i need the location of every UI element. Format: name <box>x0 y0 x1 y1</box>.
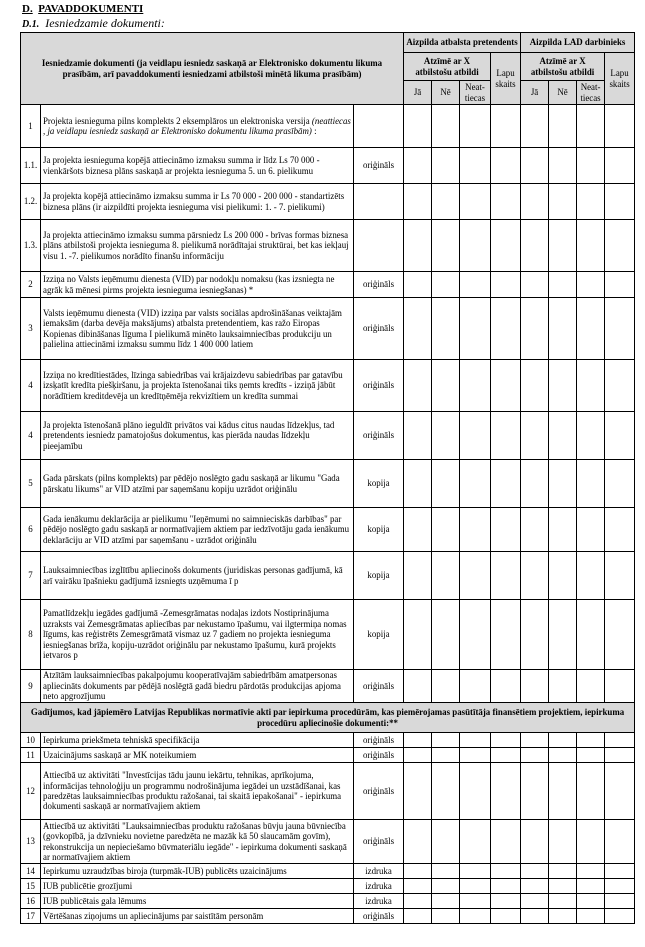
answer-cell[interactable] <box>549 864 577 879</box>
answer-cell[interactable] <box>491 879 521 894</box>
row-text: Izziņa no Valsts ieņēmumu dienesta (VID) par nodokļu nomaksu (kas izsniegta ne agrāk kā mēnesi pirms projekta iesnieguma iesniegšanas) * <box>43 274 335 295</box>
row-description <box>41 552 354 600</box>
answer-cell[interactable] <box>432 460 460 508</box>
answer-cell[interactable] <box>521 748 549 763</box>
answer-cell[interactable] <box>404 298 432 360</box>
answer-cell[interactable] <box>491 508 521 552</box>
row-number: 11 <box>21 748 41 763</box>
row-text: IUB publicētais gala lēmums <box>43 895 147 906</box>
row-tail: : <box>311 126 317 136</box>
row-text: Gada pārskats (pilns komplekts) par pēdējo noslēgto gadu saskaņā ar likumu "Gada pārskatu likums" ar VID atzīmi par saņemšanu kopiju uzrādot oriģinālu <box>43 473 340 494</box>
answer-cell[interactable] <box>460 184 491 220</box>
answer-cell[interactable] <box>577 508 605 552</box>
answer-cell[interactable] <box>577 298 605 360</box>
answer-cell[interactable] <box>577 748 605 763</box>
answer-cell[interactable] <box>432 670 460 703</box>
answer-cell[interactable] <box>460 820 491 864</box>
answer-cell[interactable] <box>549 460 577 508</box>
row-description <box>41 894 354 909</box>
answer-cell[interactable] <box>432 733 460 748</box>
answer-cell[interactable] <box>577 864 605 879</box>
header-lad: Aizpilda LAD darbinieks <box>521 33 635 53</box>
answer-cell[interactable] <box>404 748 432 763</box>
row-text: Valsts ieņēmumu dienesta (VID) izziņa par valsts sociālas apdrošināšanas veiktajām iemaksām (darba devēja maksājums) atbalsta pretendentiem, kas ražo Eiropas Kopienas dibināšanas līguma I pielikumā minēto lauksaimniecības produkciju un palielina attiecināmi izmaksu summu līdz 1 400 000 latiem <box>43 307 342 349</box>
answer-cell[interactable] <box>432 105 460 148</box>
document-type: oriģināls <box>354 820 404 864</box>
answer-cell[interactable] <box>605 552 635 600</box>
header-no: Nē <box>432 81 460 105</box>
table-row <box>21 148 635 184</box>
answer-cell[interactable] <box>404 412 432 460</box>
answer-cell[interactable] <box>605 298 635 360</box>
answer-cell[interactable] <box>404 360 432 412</box>
table-row <box>21 894 635 909</box>
answer-cell[interactable] <box>549 148 577 184</box>
document-type: izdruka <box>354 894 404 909</box>
answer-cell[interactable] <box>491 460 521 508</box>
header-row-1 <box>21 33 635 53</box>
answer-cell[interactable] <box>605 508 635 552</box>
answer-cell[interactable] <box>577 412 605 460</box>
table-row <box>21 552 635 600</box>
answer-cell[interactable] <box>577 894 605 909</box>
row-description <box>41 360 354 412</box>
answer-cell[interactable] <box>577 460 605 508</box>
row-text: Projekta iesnieguma pilns komplekts 2 eksemplāros un elektroniska versija <box>43 115 310 126</box>
subsection-heading <box>22 16 165 31</box>
answer-cell[interactable] <box>521 600 549 670</box>
row-description <box>41 733 354 748</box>
header-pages-applicant: Lapu skaits <box>491 53 521 105</box>
row-number: 1 <box>21 105 41 148</box>
answer-cell[interactable] <box>460 298 491 360</box>
row-text: Attiecībā uz aktivitāti "Lauksaimniecības produktu ražošanas būvju jauna būvniecība (govkopībā, ja dzīvnieku novietne paredzēta ne mazāk kā 50 slaucamām govīm), rekonstrukcija un nepieciešamo būvmateriālu iegāde" - iepirkuma dokumenti saskaņā ar normatīvajiem aktiem <box>43 820 347 862</box>
answer-cell[interactable] <box>521 460 549 508</box>
answer-cell[interactable] <box>521 670 549 703</box>
answer-cell[interactable] <box>460 105 491 148</box>
document-type: oriģināls <box>354 412 404 460</box>
answer-cell[interactable] <box>577 184 605 220</box>
answer-cell[interactable] <box>549 879 577 894</box>
row-text: Atzītām lauksaimniecības pakalpojumu kooperatīvajām sabiedrībām amatpersonas apliecināts dokuments par pēdējā noslēgtā gadā biedru pārdotās produkcijas apjoma neto apgrozījumu <box>43 670 341 702</box>
answer-cell[interactable] <box>432 879 460 894</box>
answer-cell[interactable] <box>460 220 491 272</box>
answer-cell[interactable] <box>605 272 635 298</box>
table-row <box>21 184 635 220</box>
answer-cell[interactable] <box>577 733 605 748</box>
answer-cell[interactable] <box>577 763 605 820</box>
answer-cell[interactable] <box>460 552 491 600</box>
row-number: 17 <box>21 909 41 924</box>
table-row <box>21 460 635 508</box>
answer-cell[interactable] <box>521 184 549 220</box>
row-description <box>41 600 354 670</box>
answer-cell[interactable] <box>460 879 491 894</box>
row-number: 6 <box>21 508 41 552</box>
answer-cell[interactable] <box>404 460 432 508</box>
document-type: oriģināls <box>354 909 404 924</box>
row-number: 12 <box>21 763 41 820</box>
answer-cell[interactable] <box>491 184 521 220</box>
answer-cell[interactable] <box>549 412 577 460</box>
answer-cell[interactable] <box>577 600 605 670</box>
row-description <box>41 220 354 272</box>
row-number: 3 <box>21 298 41 360</box>
answer-cell[interactable] <box>549 220 577 272</box>
document-type: izdruka <box>354 864 404 879</box>
table-row <box>21 508 635 552</box>
table-row <box>21 220 635 272</box>
answer-cell[interactable] <box>460 748 491 763</box>
row-text: Pamatlīdzekļu iegādes gadījumā -Zemesgrāmatas nodaļas izdots Nostiprinājuma uzraksts vai Zemesgrāmatas apliecības par nekustamo īpašumu, vai ilgtermiņa nomas līgums, kas reģistrēts Zemesgrāmatā vismaz uz 7 gadiem no projekta iesnieguma iesniegšanas brīža, kopiju-uzrādot oriģinālu par nekustamo īpašumu, kurā projekts ietvaros p <box>43 608 347 661</box>
row-number: 8 <box>21 600 41 670</box>
answer-cell[interactable] <box>460 460 491 508</box>
answer-cell[interactable] <box>577 105 605 148</box>
header-mark-applicant: Atzīmē ar X atbilstošu atbildi <box>404 53 491 81</box>
row-description <box>41 508 354 552</box>
header-mark-lad: Atzīmē ar X atbilstošu atbildi <box>521 53 605 81</box>
row-description <box>41 748 354 763</box>
answer-cell[interactable] <box>577 148 605 184</box>
answer-cell[interactable] <box>577 909 605 924</box>
answer-cell[interactable] <box>577 220 605 272</box>
answer-cell[interactable] <box>521 763 549 820</box>
answer-cell[interactable] <box>404 148 432 184</box>
answer-cell[interactable] <box>549 184 577 220</box>
answer-cell[interactable] <box>404 820 432 864</box>
header-yes: Jā <box>404 81 432 105</box>
answer-cell[interactable] <box>549 105 577 148</box>
table-row <box>21 105 635 148</box>
row-text: Iepirkuma priekšmeta tehniskā specifikācija <box>43 734 200 745</box>
answer-cell[interactable] <box>521 220 549 272</box>
row-text: Lauksaimniecības izglītību apliecinošs dokuments (juridiskas personas gadījumā, kā arī vairāku īpašnieku gadījumā izsniegts uzņēmuma ī p <box>43 565 343 586</box>
section-heading <box>22 3 143 15</box>
answer-cell[interactable] <box>404 552 432 600</box>
answer-cell[interactable] <box>521 552 549 600</box>
documents-table <box>20 32 635 924</box>
document-type: oriģināls <box>354 733 404 748</box>
answer-cell[interactable] <box>605 670 635 703</box>
document-type: kopija <box>354 600 404 670</box>
row-text: Gada ienākumu deklarācija ar pielikumu "Ieņēmumi no saimnieciskās darbības" par pēdējo noslēgto gadu saskaņā ar normatīvajiem aktiem par iedzīvotāju gada ienākumu deklarāciju ar VID atzīmi par saņemšanu - uzrādot oriģinālu <box>43 513 350 545</box>
table-row <box>21 412 635 460</box>
document-type: oriģināls <box>354 148 404 184</box>
answer-cell[interactable] <box>491 763 521 820</box>
answer-cell[interactable] <box>605 220 635 272</box>
answer-cell[interactable] <box>521 894 549 909</box>
answer-cell[interactable] <box>404 272 432 298</box>
answer-cell[interactable] <box>521 412 549 460</box>
document-type: oriģināls <box>354 360 404 412</box>
answer-cell[interactable] <box>577 670 605 703</box>
subheading-number: D.1. <box>22 19 40 30</box>
answer-cell[interactable] <box>577 879 605 894</box>
answer-cell[interactable] <box>549 733 577 748</box>
row-number: 2 <box>21 272 41 298</box>
document-type: oriģināls <box>354 748 404 763</box>
answer-cell[interactable] <box>404 733 432 748</box>
answer-cell[interactable] <box>432 148 460 184</box>
row-text: Vērtēšanas ziņojums un apliecinājums par saistītām personām <box>43 910 264 921</box>
answer-cell[interactable] <box>404 600 432 670</box>
answer-cell[interactable] <box>460 360 491 412</box>
answer-cell[interactable] <box>491 864 521 879</box>
answer-cell[interactable] <box>491 298 521 360</box>
answer-cell[interactable] <box>605 460 635 508</box>
answer-cell[interactable] <box>491 148 521 184</box>
answer-cell[interactable] <box>549 600 577 670</box>
answer-cell[interactable] <box>521 508 549 552</box>
row-description <box>41 864 354 879</box>
answer-cell[interactable] <box>549 748 577 763</box>
answer-cell[interactable] <box>577 552 605 600</box>
table-row <box>21 879 635 894</box>
row-number: 14 <box>21 864 41 879</box>
document-type: oriģināls <box>354 272 404 298</box>
answer-cell[interactable] <box>491 360 521 412</box>
answer-cell[interactable] <box>605 909 635 924</box>
document-type: kopija <box>354 508 404 552</box>
answer-cell[interactable] <box>521 864 549 879</box>
answer-cell[interactable] <box>549 909 577 924</box>
header-na: Neat-tiecas <box>577 81 605 105</box>
row-number: 16 <box>21 894 41 909</box>
row-number: 1.3. <box>21 220 41 272</box>
row-description <box>41 148 354 184</box>
answer-cell[interactable] <box>432 360 460 412</box>
answer-cell[interactable] <box>491 820 521 864</box>
answer-cell[interactable] <box>404 763 432 820</box>
answer-cell[interactable] <box>432 763 460 820</box>
answer-cell[interactable] <box>521 879 549 894</box>
header-main: Iesniedzamie dokumenti (ja veidlapu iesniedz saskaņā ar Elektronisko dokumentu likuma prasībām, arī pavaddokumenti iesniedzami atbilstoši minētā likuma prasībām) <box>21 33 404 105</box>
row-text: Ja projekta īstenošanā plāno ieguldīt privātos vai kādus citus naudas līdzekļus, tad pretendents iesniedz pamatojošus dokumentus, kas pierāda naudas līdzekļu pieejamību <box>43 419 335 451</box>
table-row <box>21 748 635 763</box>
row-number: 13 <box>21 820 41 864</box>
answer-cell[interactable] <box>605 148 635 184</box>
answer-cell[interactable] <box>577 820 605 864</box>
answer-cell[interactable] <box>521 733 549 748</box>
answer-cell[interactable] <box>549 894 577 909</box>
answer-cell[interactable] <box>521 360 549 412</box>
row-description <box>41 272 354 298</box>
answer-cell[interactable] <box>460 272 491 298</box>
row-number: 1.2. <box>21 184 41 220</box>
row-number: 4 <box>21 360 41 412</box>
document-type: kopija <box>354 552 404 600</box>
row-number: 1.1. <box>21 148 41 184</box>
row-number: 4 <box>21 412 41 460</box>
section-heading-cell: Gadījumos, kad jāpiemēro Latvijas Republikas normatīvie akti par iepirkuma procedūrām, kas piemērojamas pasūtītāja finansētiem projektiem, iepirkuma procedūru apliecinošie dokumenti:** <box>21 703 635 733</box>
answer-cell[interactable] <box>432 820 460 864</box>
answer-cell[interactable] <box>404 879 432 894</box>
table-row <box>21 360 635 412</box>
answer-cell[interactable] <box>460 909 491 924</box>
answer-cell[interactable] <box>432 894 460 909</box>
header-na: Neat-tiecas <box>460 81 491 105</box>
row-description <box>41 670 354 703</box>
answer-cell[interactable] <box>404 508 432 552</box>
answer-cell[interactable] <box>605 600 635 670</box>
answer-cell[interactable] <box>460 412 491 460</box>
document-type: oriģināls <box>354 763 404 820</box>
row-description <box>41 184 354 220</box>
header-applicant: Aizpilda atbalsta pretendents <box>404 33 521 53</box>
row-number: 15 <box>21 879 41 894</box>
row-text: Iepirkumu uzraudzības biroja (turpmāk-IUB) publicēts uzaicinājums <box>43 865 287 876</box>
answer-cell[interactable] <box>521 820 549 864</box>
answer-cell[interactable] <box>460 670 491 703</box>
answer-cell[interactable] <box>577 360 605 412</box>
answer-cell[interactable] <box>491 909 521 924</box>
answer-cell[interactable] <box>549 670 577 703</box>
answer-cell[interactable] <box>605 360 635 412</box>
answer-cell[interactable] <box>549 360 577 412</box>
answer-cell[interactable] <box>432 272 460 298</box>
header-pages-lad: Lapu skaits <box>605 53 635 105</box>
answer-cell[interactable] <box>521 272 549 298</box>
table-row <box>21 763 635 820</box>
table-row <box>21 670 635 703</box>
answer-cell[interactable] <box>432 184 460 220</box>
answer-cell[interactable] <box>549 508 577 552</box>
row-description <box>41 763 354 820</box>
answer-cell[interactable] <box>404 105 432 148</box>
row-description <box>41 412 354 460</box>
document-type: kopija <box>354 460 404 508</box>
document-type: oriģināls <box>354 298 404 360</box>
heading-letter: D. <box>22 3 33 15</box>
row-description <box>41 820 354 864</box>
answer-cell[interactable] <box>404 909 432 924</box>
answer-cell[interactable] <box>432 552 460 600</box>
table-row <box>21 864 635 879</box>
answer-cell[interactable] <box>549 298 577 360</box>
answer-cell[interactable] <box>491 552 521 600</box>
answer-cell[interactable] <box>549 552 577 600</box>
answer-cell[interactable] <box>605 879 635 894</box>
answer-cell[interactable] <box>491 105 521 148</box>
answer-cell[interactable] <box>605 763 635 820</box>
answer-cell[interactable] <box>432 748 460 763</box>
document-type <box>354 220 404 272</box>
row-text: IUB publicētie grozījumi <box>43 880 133 891</box>
answer-cell[interactable] <box>432 508 460 552</box>
row-note: (neattiecas , ja veidlapu iesniedz saskaņā ar Elektronisko dokumentu likuma prasībām) <box>43 115 351 136</box>
answer-cell[interactable] <box>605 748 635 763</box>
answer-cell[interactable] <box>432 909 460 924</box>
row-text: Attiecībā uz aktivitāti "Investīcijas tādu jaunu iekārtu, tehnikas, aprīkojuma, informācijas tehnoloģiju un programmu nodrošinājuma iegādei un uzstādīšanai, kas paredzētas lauksaimniecības produktu ražošanai, tai skaitā iepakošanai" - iepirkuma dokumenti saskaņā ar normatīvajiem aktiem <box>43 770 342 812</box>
answer-cell[interactable] <box>491 220 521 272</box>
table-row <box>21 733 635 748</box>
header-no: Nē <box>549 81 577 105</box>
answer-cell[interactable] <box>549 763 577 820</box>
answer-cell[interactable] <box>605 733 635 748</box>
header-yes: Jā <box>521 81 549 105</box>
answer-cell[interactable] <box>460 763 491 820</box>
document-type <box>354 105 404 148</box>
table-row <box>21 600 635 670</box>
row-text: Izziņa no kredītiestādes, līzinga sabiedrības vai krājaizdevu sabiedrības par gatavību izsķatīt kredīta piešķiršanu, ja projekta īstenošanai tiks ņemts kredīts - izziņā jābūt norādītiem kreditdevēja un kredītņēmēja rekvizītiem un kredīta summai <box>43 369 343 401</box>
section-row <box>21 703 635 733</box>
row-number: 7 <box>21 552 41 600</box>
row-description <box>41 460 354 508</box>
answer-cell[interactable] <box>432 412 460 460</box>
row-description <box>41 879 354 894</box>
answer-cell[interactable] <box>460 508 491 552</box>
answer-cell[interactable] <box>577 272 605 298</box>
row-description <box>41 298 354 360</box>
heading-title: PAVADDOKUMENTI <box>38 3 144 15</box>
answer-cell[interactable] <box>404 894 432 909</box>
row-number: 5 <box>21 460 41 508</box>
answer-cell[interactable] <box>521 148 549 184</box>
answer-cell[interactable] <box>460 148 491 184</box>
answer-cell[interactable] <box>491 733 521 748</box>
answer-cell[interactable] <box>549 820 577 864</box>
answer-cell[interactable] <box>521 298 549 360</box>
answer-cell[interactable] <box>432 220 460 272</box>
answer-cell[interactable] <box>404 670 432 703</box>
row-description <box>41 909 354 924</box>
answer-cell[interactable] <box>460 733 491 748</box>
answer-cell[interactable] <box>605 894 635 909</box>
answer-cell[interactable] <box>460 894 491 909</box>
row-number: 10 <box>21 733 41 748</box>
answer-cell[interactable] <box>404 864 432 879</box>
row-description <box>41 105 354 148</box>
answer-cell[interactable] <box>605 184 635 220</box>
document-type: oriģināls <box>354 670 404 703</box>
row-text: Ja projekta kopējā attiecināmo izmaksu summa ir Ls 70 000 - 200 000 - standartizēts biznesa plāns (ir aizpildīti projekta iesnieguma visi pielikumi: 1. - 7. pielikumi) <box>43 191 345 212</box>
table-row <box>21 298 635 360</box>
answer-cell[interactable] <box>491 412 521 460</box>
row-number: 9 <box>21 670 41 703</box>
document-type: izdruka <box>354 879 404 894</box>
table-row <box>21 820 635 864</box>
answer-cell[interactable] <box>460 864 491 879</box>
row-text: Ja projekta iesnieguma kopējā attiecināmo izmaksu summa ir līdz Ls 70 000 - vienkāršots biznesa plāns saskaņā ar projekta iesnieguma 5. un 6. pielikumu <box>43 155 320 176</box>
subheading-title: Iesniedzamie dokumenti: <box>45 16 165 30</box>
answer-cell[interactable] <box>521 909 549 924</box>
answer-cell[interactable] <box>491 272 521 298</box>
document-type <box>354 184 404 220</box>
answer-cell[interactable] <box>521 105 549 148</box>
answer-cell[interactable] <box>605 820 635 864</box>
answer-cell[interactable] <box>491 670 521 703</box>
answer-cell[interactable] <box>404 184 432 220</box>
answer-cell[interactable] <box>605 864 635 879</box>
row-text: Ja projekta attiecināmo izmaksu summa pārsniedz Ls 200 000 - brīvas formas biznesa plāns atbilstoši projekta iesnieguma 8. pielikumā norādītajai struktūrai, bet kas iekļauj visu 1. -7. pielikumos norādīto finanšu informāciju <box>43 229 349 261</box>
answer-cell[interactable] <box>605 412 635 460</box>
answer-cell[interactable] <box>404 220 432 272</box>
answer-cell[interactable] <box>491 600 521 670</box>
answer-cell[interactable] <box>605 105 635 148</box>
table-row <box>21 909 635 924</box>
table-row <box>21 272 635 298</box>
answer-cell[interactable] <box>491 894 521 909</box>
answer-cell[interactable] <box>432 600 460 670</box>
answer-cell[interactable] <box>491 748 521 763</box>
row-text: Uzaicinājums saskaņā ar MK noteikumiem <box>43 749 197 760</box>
answer-cell[interactable] <box>549 272 577 298</box>
answer-cell[interactable] <box>432 298 460 360</box>
answer-cell[interactable] <box>432 864 460 879</box>
answer-cell[interactable] <box>460 600 491 670</box>
